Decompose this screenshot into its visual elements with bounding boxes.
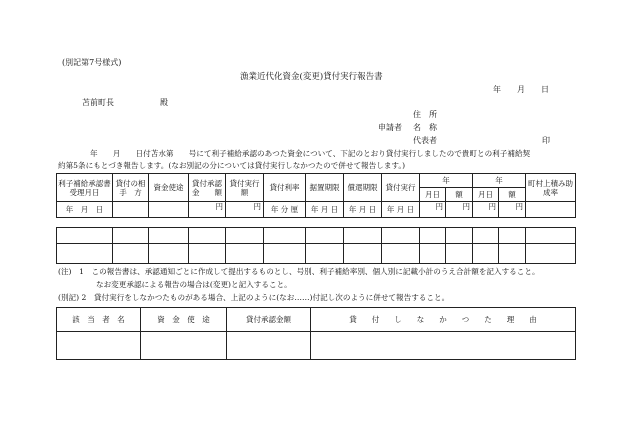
seal-mark: 印	[542, 136, 550, 145]
cell-month-1: 円	[420, 202, 446, 218]
table-cell[interactable]	[306, 244, 344, 264]
table-cell[interactable]	[189, 228, 226, 244]
header-fund-purpose: 資 金 使 途	[141, 308, 227, 332]
cell-party[interactable]	[57, 332, 141, 360]
cell-grace: 年 月 日	[306, 202, 344, 218]
header-purpose: 資金使途	[149, 174, 189, 202]
header-executed-amount: 貸付実行額	[226, 174, 264, 202]
table-cell[interactable]	[499, 228, 526, 244]
name-label: 名 称	[413, 123, 437, 132]
table-cell[interactable]	[226, 228, 264, 244]
cell-approved-loan-amount[interactable]	[227, 332, 311, 360]
cell-exec-date: 年 月 日	[382, 202, 420, 218]
header-approval-date: 利子補給承認書受理月日	[57, 174, 113, 202]
cell-purpose[interactable]	[149, 202, 189, 218]
header-year-2: 年	[473, 174, 526, 188]
cell-amount-2: 円	[499, 202, 526, 218]
table-cell[interactable]	[149, 228, 189, 244]
representative-label: 代表者	[413, 136, 437, 145]
addressee-suffix: 殿	[160, 98, 168, 107]
document-title: 漁業近代化資金(変更)貸付実行報告書	[240, 72, 383, 82]
header-grace: 据置期限	[306, 174, 344, 202]
table-cell[interactable]	[57, 244, 113, 264]
cell-rate: 年 分 厘	[264, 202, 306, 218]
cell-month-2: 円	[473, 202, 499, 218]
cell-approved-amount: 円	[189, 202, 226, 218]
date-line: 年 月 日	[493, 85, 549, 94]
table-cell[interactable]	[264, 244, 306, 264]
header-rate: 貸付利率	[264, 174, 306, 202]
header-year-1: 年	[420, 174, 473, 188]
header-amount-1: 額	[446, 188, 473, 202]
body-line-2: 約第5条にもとづき報告します。(なお別記の分については貸付実行しなかつたので併せて報告します。)	[58, 161, 406, 170]
non-execution-table	[56, 307, 576, 360]
cell-executed-amount: 円	[226, 202, 264, 218]
table-cell[interactable]	[473, 228, 499, 244]
cell-repay: 年 月 日	[344, 202, 382, 218]
header-approved-amount: 貸付承認金 額	[189, 174, 226, 202]
header-exec-date: 貸付実行	[382, 174, 420, 202]
table-row	[57, 244, 576, 264]
table-cell[interactable]	[189, 244, 226, 264]
form-label: (別記第7号様式)	[62, 58, 122, 67]
cell-subsidy-rate[interactable]	[526, 202, 576, 218]
table-cell[interactable]	[306, 228, 344, 244]
header-counterparty: 貸付の相手 方	[113, 174, 149, 202]
table-cell[interactable]	[382, 244, 420, 264]
cell-reason[interactable]	[311, 332, 576, 360]
cell-fund-purpose[interactable]	[141, 332, 227, 360]
applicant-label: 申請者	[378, 123, 402, 132]
header-repay: 償還期限	[344, 174, 382, 202]
header-reason: 貸 付 し な か つ た 理 由	[311, 308, 576, 332]
table-cell[interactable]	[113, 244, 149, 264]
cell-counterparty[interactable]	[113, 202, 149, 218]
table-cell[interactable]	[264, 228, 306, 244]
header-subsidy-rate: 町村上積み助成率	[526, 174, 576, 202]
address-label: 住 所	[413, 110, 437, 119]
table-cell[interactable]	[446, 228, 473, 244]
addressee: 苫前町長	[82, 98, 114, 107]
header-party: 該 当 者 名	[57, 308, 141, 332]
table-cell[interactable]	[446, 244, 473, 264]
table-cell[interactable]	[226, 244, 264, 264]
header-approved-loan-amount: 貸付承認金額	[227, 308, 311, 332]
header-month-2: 月日	[473, 188, 499, 202]
header-amount-2: 額	[499, 188, 526, 202]
table-cell[interactable]	[149, 244, 189, 264]
table-cell[interactable]	[344, 228, 382, 244]
cell-amount-1: 円	[446, 202, 473, 218]
execution-table-header	[56, 173, 576, 218]
table-cell[interactable]	[382, 228, 420, 244]
body-line-1: 年 月 日付苫水第 号にて利子補給承認のあつた資金について、下記のとおり貸付実行しましたので貴町との利子補給契	[90, 149, 531, 158]
note-2: (別記) 2 貸付実行をしなかつたものがある場合、上記のように(なお……)付記し次のように併せて報告すること。	[58, 293, 450, 302]
table-cell[interactable]	[344, 244, 382, 264]
table-cell[interactable]	[420, 244, 446, 264]
table-cell[interactable]	[526, 228, 576, 244]
header-month-1: 月日	[420, 188, 446, 202]
cell-approval-date: 年 月 日	[57, 202, 113, 218]
table-row	[57, 228, 576, 244]
table-cell[interactable]	[113, 228, 149, 244]
table-cell[interactable]	[473, 244, 499, 264]
table-cell[interactable]	[526, 244, 576, 264]
table-cell[interactable]	[57, 228, 113, 244]
note-1a: (注) 1 この報告書は、承認通知ごとに作成して提出するものとし、号別、利子補給率別、個人別に記載小計のうえ合計額を記入すること。	[58, 267, 540, 276]
table-cell[interactable]	[420, 228, 446, 244]
table-row	[57, 332, 576, 360]
subtotal-table	[56, 227, 576, 264]
note-1b: なお変更承認による報告の場合は(変更)と記入すること。	[96, 280, 292, 289]
table-cell[interactable]	[499, 244, 526, 264]
